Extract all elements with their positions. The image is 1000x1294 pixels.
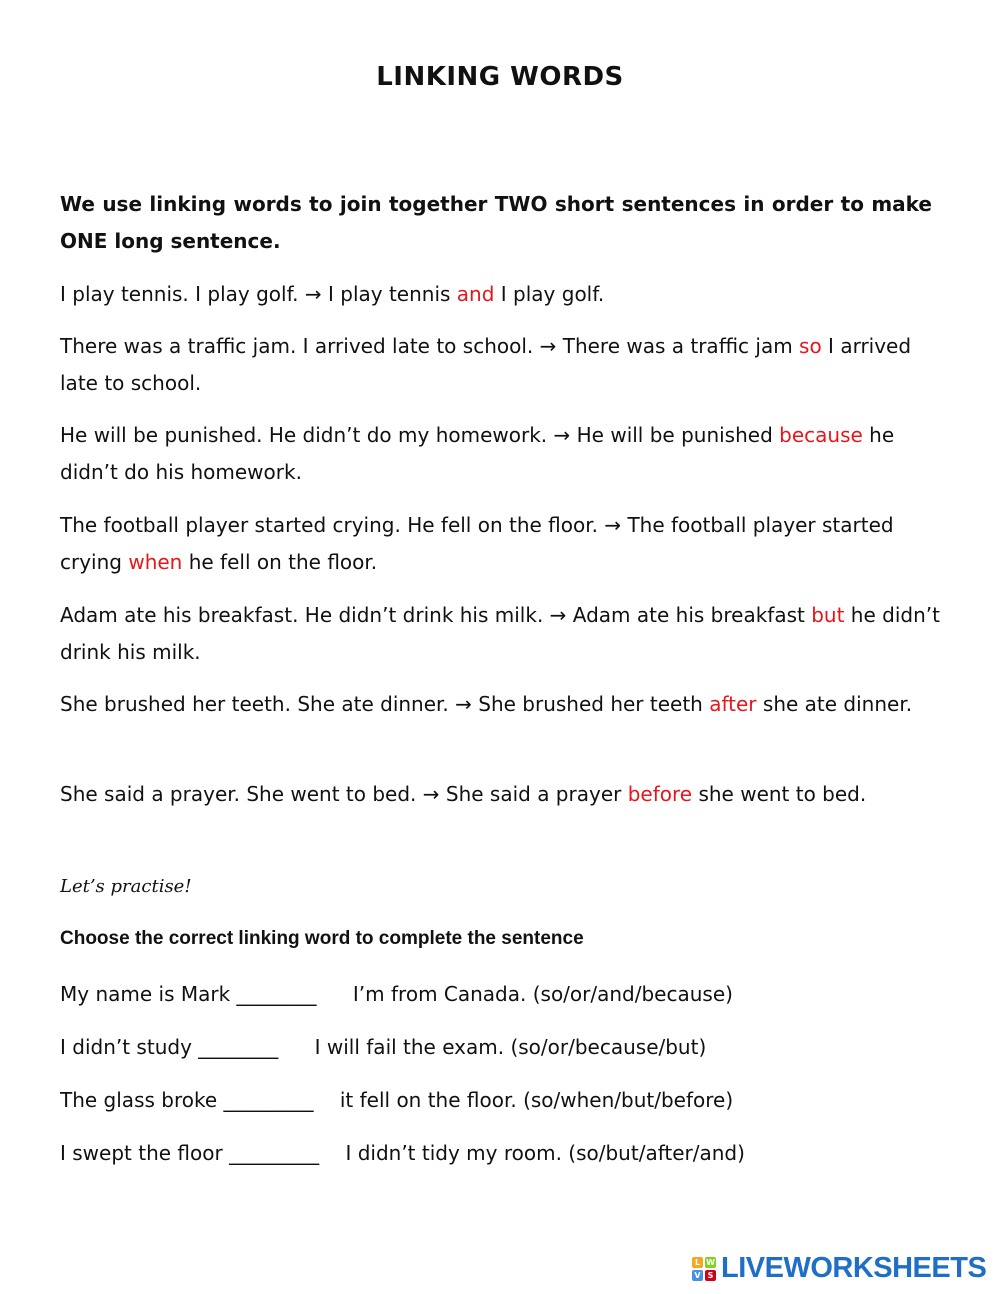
example-text: He will be punished. He didn’t do my homework. → He will be punished xyxy=(60,423,780,447)
example-sentence xyxy=(60,417,940,491)
question-text: it fell on the floor. (so/when/but/before) xyxy=(339,1088,734,1112)
example-sentence xyxy=(60,597,940,671)
answer-blank[interactable]: _________ xyxy=(229,1141,320,1165)
example-text: Adam ate his breakfast. He didn’t drink his milk. → Adam ate his breakfast xyxy=(60,603,812,627)
question-text: I swept the floor xyxy=(60,1141,223,1165)
exercise-question xyxy=(60,1032,706,1062)
example-text: she went to bed. xyxy=(692,782,867,806)
logo-tile: L xyxy=(692,1257,703,1268)
question-text: I didn’t study xyxy=(60,1035,192,1059)
question-text: I’m from Canada. (so/or/and/because) xyxy=(352,982,733,1006)
linking-word: after xyxy=(709,692,757,716)
example-sentence xyxy=(60,276,940,313)
logo-tile: W xyxy=(706,1257,715,1267)
liveworksheets-logo xyxy=(692,1252,986,1285)
example-text: he didn’t do his homework. xyxy=(60,423,895,484)
linking-word: and xyxy=(456,282,495,306)
intro-text: We use linking words to join together TWO short sentences in order to make ONE long sentence. xyxy=(60,192,932,253)
linking-word: but xyxy=(811,603,845,627)
example-text: I arrived late to school. xyxy=(60,334,912,395)
question-text: I didn’t tidy my room. (so/but/after/and) xyxy=(345,1141,745,1165)
example-text: She brushed her teeth. She ate dinner. → She brushed her teeth xyxy=(60,692,710,716)
example-text: he fell on the floor. xyxy=(182,550,378,574)
answer-blank[interactable]: ________ xyxy=(236,982,317,1006)
example-text: I play golf. xyxy=(494,282,605,306)
example-sentence xyxy=(60,328,940,402)
example-text: There was a traffic jam. I arrived late to school. → There was a traffic jam xyxy=(60,334,800,358)
exercise-question xyxy=(60,1138,745,1168)
example-sentence xyxy=(60,776,940,813)
brand-name: LIVEWORKSHEETS xyxy=(721,1252,987,1284)
example-text: she ate dinner. xyxy=(756,692,913,716)
exercise-question xyxy=(60,979,733,1009)
logo-tile: S xyxy=(705,1270,716,1281)
logo-tile: V xyxy=(692,1270,703,1281)
example-text: I play tennis. I play golf. → I play tennis xyxy=(60,282,457,306)
example-text: The football player started crying. He fell on the floor. → The football player started crying xyxy=(60,513,894,574)
question-text: The glass broke xyxy=(60,1088,218,1112)
linking-word: before xyxy=(627,782,693,806)
practise-heading: Let’s practise! xyxy=(60,876,192,897)
question-text: I will fail the exam. (so/or/because/but) xyxy=(314,1035,707,1059)
exercise-instruction: Choose the correct linking word to complete the sentence xyxy=(60,928,584,949)
example-sentence xyxy=(60,686,940,723)
question-text: My name is Mark xyxy=(60,982,231,1006)
exercise-question xyxy=(60,1085,733,1115)
example-text: She said a prayer. She went to bed. → She said a prayer xyxy=(60,782,628,806)
linking-word: because xyxy=(779,423,863,447)
answer-blank[interactable]: _________ xyxy=(223,1088,314,1112)
page-title: LINKING WORDS xyxy=(376,62,624,92)
example-text: he didn’t drink his milk. xyxy=(60,603,940,664)
example-sentence xyxy=(60,507,940,581)
answer-blank[interactable]: ________ xyxy=(198,1035,279,1059)
linking-word: when xyxy=(128,550,183,574)
liveworksheets-icon xyxy=(692,1257,716,1281)
linking-word: so xyxy=(799,334,822,358)
